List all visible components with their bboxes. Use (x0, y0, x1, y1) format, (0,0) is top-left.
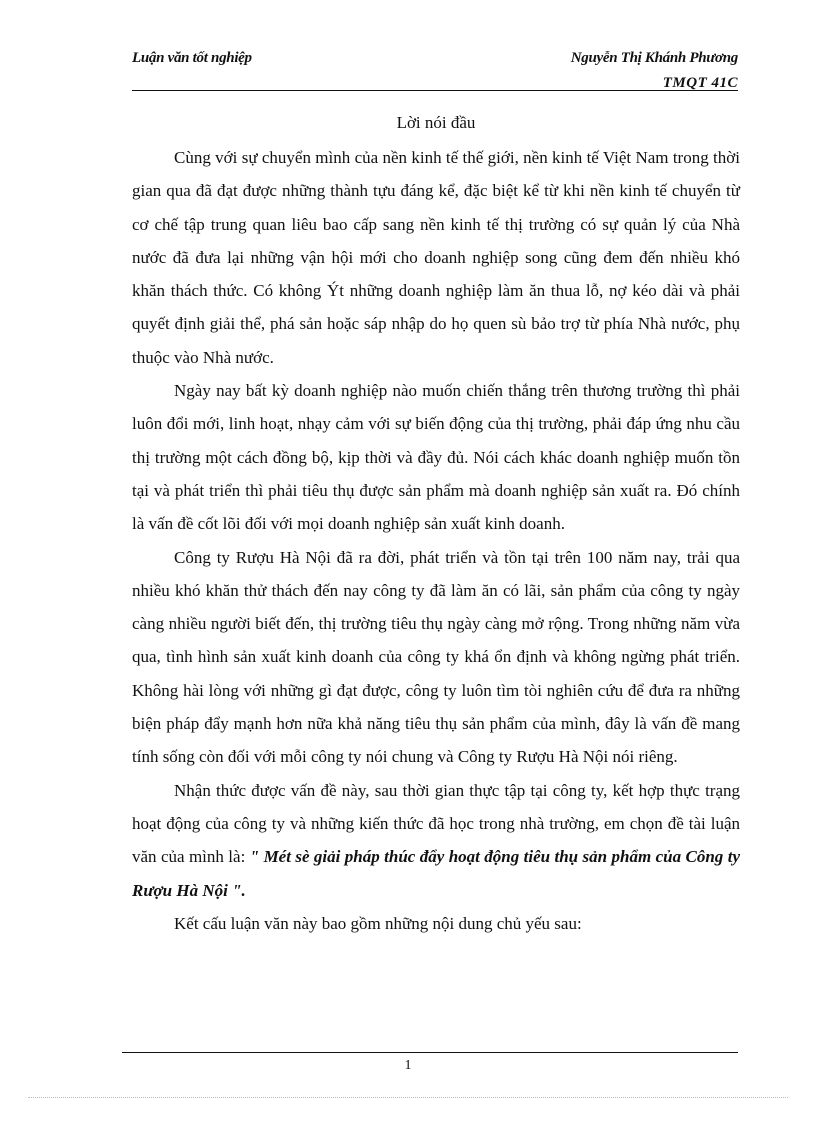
header-thesis-label: Luận văn tốt nghiệp (132, 50, 252, 66)
header-author-name: Nguyễn Thị Khánh Phương (570, 50, 738, 66)
paragraph-1: Cùng với sự chuyển mình của nền kinh tế thế giới, nền kinh tế Việt Nam trong thời gian qua đã đạt được những thành tựu đáng kể, đặc biệt kể từ khi nền kinh tế chuyển từ cơ chế tập trung quan liêu bao cấp sang nền kinh tế thị trường có sự quản lý của Nhà nước đã đưa lại những vận hội mới cho doanh nghiệp song cũng đem đến nhiều khó khăn thách thức. Có không Ýt những doanh nghiệp làm ăn thua lỗ, nợ kéo dài và phải quyết định giải thể, phá sản hoặc sáp nhập do họ quen sù bảo trợ từ phía Nhà nước, phụ thuộc vào Nhà nước. (132, 148, 740, 367)
page-edge-line (28, 1097, 788, 1098)
page-number: 1 (404, 1058, 412, 1073)
document-title: Lời nói đầu (396, 113, 476, 132)
document-body (132, 108, 740, 940)
thesis-topic: " Mét sè giải pháp thúc đẩy hoạt động tiêu thụ sản phẩm của Công ty Rượu Hà Nội ". (132, 847, 740, 900)
header-author-block (571, 50, 738, 92)
header-class-code: TMQT 41C (662, 75, 738, 91)
paragraph-4 (132, 774, 740, 907)
paragraph-5: Kết cấu luận văn này bao gồm những nội dung chủ yếu sau: (174, 913, 582, 933)
footer-rule (122, 1052, 738, 1053)
page-header (132, 50, 738, 96)
paragraph-2: Ngày nay bất kỳ doanh nghiệp nào muốn chiến thắng trên thương trường thì phải luôn đổi mới, linh hoạt, nhạy cảm với sự biến động của thị trường, phải đáp ứng nhu cầu thị trường một cách đồng bộ, kịp thời và đầy đủ. Nói cách khác doanh nghiệp muốn tồn tại và phát triển thì phải tiêu thụ được sản phẩm mà doanh nghiệp sản xuất ra. Đó chính là vấn đề cốt lõi đối với mọi doanh nghiệp sản xuất kinh doanh. (132, 381, 740, 534)
paragraph-3: Công ty Rượu Hà Nội đã ra đời, phát triển và tồn tại trên 100 năm nay, trải qua nhiều khó khăn thử thách đến nay công ty đã làm ăn có lãi, sản phẩm của công ty ngày càng nhiều người biết đến, thị trường tiêu thụ ngày càng mở rộng. Trong những năm vừa qua, tình hình sản xuất kinh doanh của công ty khá ổn định và không ngừng phát triển. Không hài lòng với những gì đạt được, công ty luôn tìm tòi nghiên cứu để đưa ra những biện pháp đẩy mạnh hơn nữa khả năng tiêu thụ sản phẩm của mình, đây là vấn đề mang tính sống còn đối với mỗi công ty nói chung và Công ty Rượu Hà Nội nói riêng. (132, 547, 740, 767)
header-rule (132, 90, 738, 91)
paragraph-4-lead: Nhận thức được vấn đề này, sau thời gian thực tập tại công ty, kết hợp thực trạng hoạt động của công ty và những kiến thức đã học trong nhà trường, em chọn đề tài luận văn của mình là: (132, 780, 740, 867)
